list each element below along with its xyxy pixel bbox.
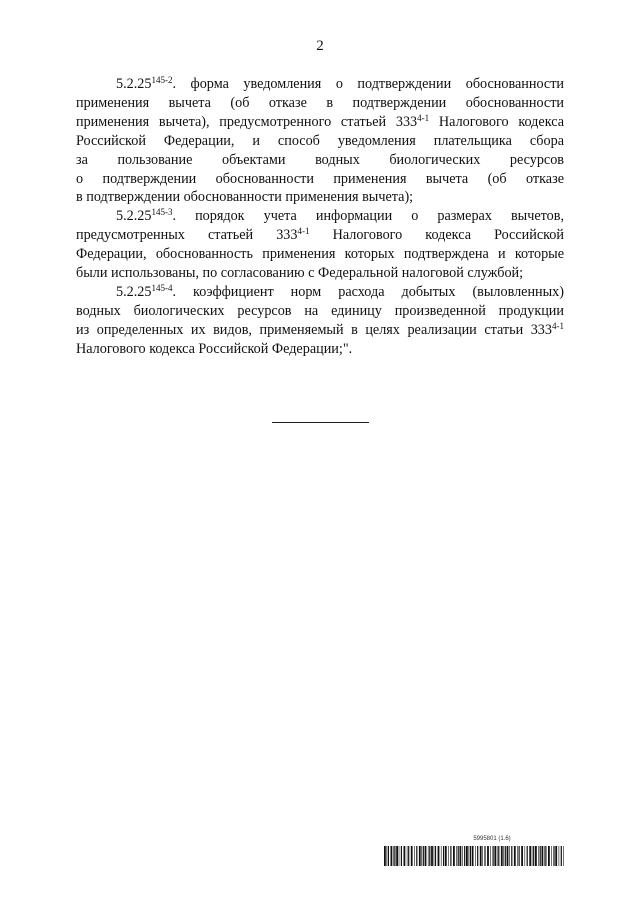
article-superscript: 4-1 (417, 112, 430, 123)
text-line: 5.2.25$^{145-4}$. коэффициент норм расхода добытых (выловленных) (116, 282, 564, 300)
section-divider (272, 422, 369, 423)
barcode-bar (542, 846, 544, 866)
barcode-bar (561, 846, 562, 866)
barcode (384, 846, 564, 866)
paragraph-1 (76, 75, 564, 207)
barcode-bar (384, 846, 386, 866)
clause-superscript: 145-4 (151, 282, 173, 293)
barcode-bar (511, 846, 512, 866)
barcode-bar (469, 846, 470, 866)
barcode-bar (563, 846, 564, 866)
barcode-bar (434, 846, 435, 866)
barcode-bar (407, 846, 408, 866)
barcode-bar (414, 846, 415, 866)
text-line: из определенных их видов, применяемый в целях реализации статьи 333$^{4-1}$ (76, 320, 564, 338)
barcode-bar (408, 846, 409, 866)
barcode-bar (431, 846, 433, 866)
text-line: применения вычета), предусмотренного статьей 333$^{4-1}$ Налогового кодекса (76, 112, 564, 130)
barcode-bar (514, 846, 516, 866)
barcode-bar (423, 846, 424, 866)
barcode-bar (497, 846, 498, 866)
barcode-bar (505, 846, 506, 866)
barcode-bar (540, 846, 541, 866)
barcode-bar (527, 846, 528, 866)
text-line: Российской Федерации, и способ уведомления плательщика сбора (76, 132, 564, 149)
text-line: о подтверждении обоснованности применения вычета (об отказе (76, 170, 564, 187)
barcode-bar (387, 846, 388, 866)
barcode-bar (551, 846, 552, 866)
barcode-bar (448, 846, 449, 866)
barcode-bar (411, 846, 413, 866)
article-superscript: 4-1 (552, 320, 564, 331)
barcode-bar (416, 846, 417, 866)
barcode-bar (559, 846, 560, 866)
barcode-bar (470, 846, 471, 866)
barcode-bar (399, 846, 400, 866)
document-body (76, 75, 564, 359)
barcode-bar (453, 846, 455, 866)
barcode-bar (509, 846, 510, 866)
barcode-bar (445, 846, 447, 866)
barcode-bar (388, 846, 389, 866)
barcode-bar (555, 846, 557, 866)
barcode-bar (532, 846, 533, 866)
barcode-bar (484, 846, 485, 866)
paragraph-3 (76, 283, 564, 359)
barcode-bar (429, 846, 430, 866)
barcode-bar (480, 846, 482, 866)
barcode-bar (535, 846, 537, 866)
barcode-bar (464, 846, 465, 866)
barcode-bar (435, 846, 436, 866)
barcode-bar (545, 846, 546, 866)
text-line: водных биологических ресурсов на единицу произведенной продукции (76, 302, 564, 319)
barcode-bar (548, 846, 550, 866)
barcode-bar (493, 846, 494, 866)
barcode-code: 5995801 (1.6) (473, 836, 511, 842)
barcode-bar (466, 846, 468, 866)
barcode-bar (396, 846, 398, 866)
barcode-bar (498, 846, 499, 866)
clause-number: 5.2.25 (116, 208, 152, 225)
clause-number: 5.2.25 (116, 76, 152, 92)
barcode-bar (529, 846, 531, 866)
barcode-bar (472, 846, 474, 866)
page-number: 2 (316, 38, 324, 54)
barcode-bar (393, 846, 394, 866)
text-line: Федерации, обоснованность применения которых подтверждена и которые (76, 246, 564, 263)
clause-superscript: 145-3 (151, 207, 173, 218)
barcode-bar (394, 846, 395, 866)
barcode-bar (538, 846, 539, 866)
text-line: 5.2.25$^{145-3}$. порядок учета информации о размерах вычетов, (116, 207, 564, 225)
barcode-bar (487, 846, 489, 866)
text-line: 5.2.25$^{145-2}$. форма уведомления о подтверждении обоснованности (116, 75, 564, 92)
barcode-bar (421, 846, 422, 866)
barcode-bar (521, 846, 523, 866)
barcode-bar (533, 846, 534, 866)
barcode-bar (401, 846, 402, 866)
barcode-bar (438, 846, 440, 866)
clause-number: 5.2.25 (116, 283, 152, 300)
barcode-bar (517, 846, 518, 866)
barcode-bar (501, 846, 503, 866)
barcode-bar (443, 846, 444, 866)
clause-superscript: 145-2 (151, 75, 173, 85)
barcode-bar (519, 846, 520, 866)
text-line: в подтверждении обоснованности применения вычета); (76, 189, 414, 206)
text-line: применения вычета (об отказе в подтверждении обоснованности (76, 94, 564, 111)
barcode-bar (428, 846, 429, 866)
barcode-bar (460, 846, 462, 866)
barcode-bar (425, 846, 427, 866)
barcode-bar (507, 846, 509, 866)
paragraph-2 (76, 207, 564, 283)
text-line: предусмотренных статьей 333$^{4-1}$ Налогового кодекса Российской (76, 226, 564, 244)
barcode-bar (456, 846, 457, 866)
barcode-bar (494, 846, 496, 866)
barcode-bar (503, 846, 504, 866)
barcode-bar (441, 846, 442, 866)
barcode-bar (458, 846, 459, 866)
barcode-bar (475, 846, 476, 866)
barcode-bar (462, 846, 463, 866)
barcode-bar (450, 846, 451, 866)
barcode-bar (391, 846, 393, 866)
text-line: за пользование объектами водных биологических ресурсов (76, 151, 564, 168)
barcode-bar (544, 846, 545, 866)
barcode-bar (482, 846, 483, 866)
barcode-bar (477, 846, 478, 866)
barcode-bar (490, 846, 491, 866)
text-line: были использованы, по согласованию с Федеральной налоговой службой; (76, 265, 524, 282)
barcode-bar (525, 846, 526, 866)
barcode-bar (553, 846, 554, 866)
barcode-bar (419, 846, 421, 866)
text-line: Налогового кодекса Российской Федерации;". (76, 340, 353, 357)
barcode-bar (404, 846, 406, 866)
article-superscript: 4-1 (297, 226, 310, 237)
